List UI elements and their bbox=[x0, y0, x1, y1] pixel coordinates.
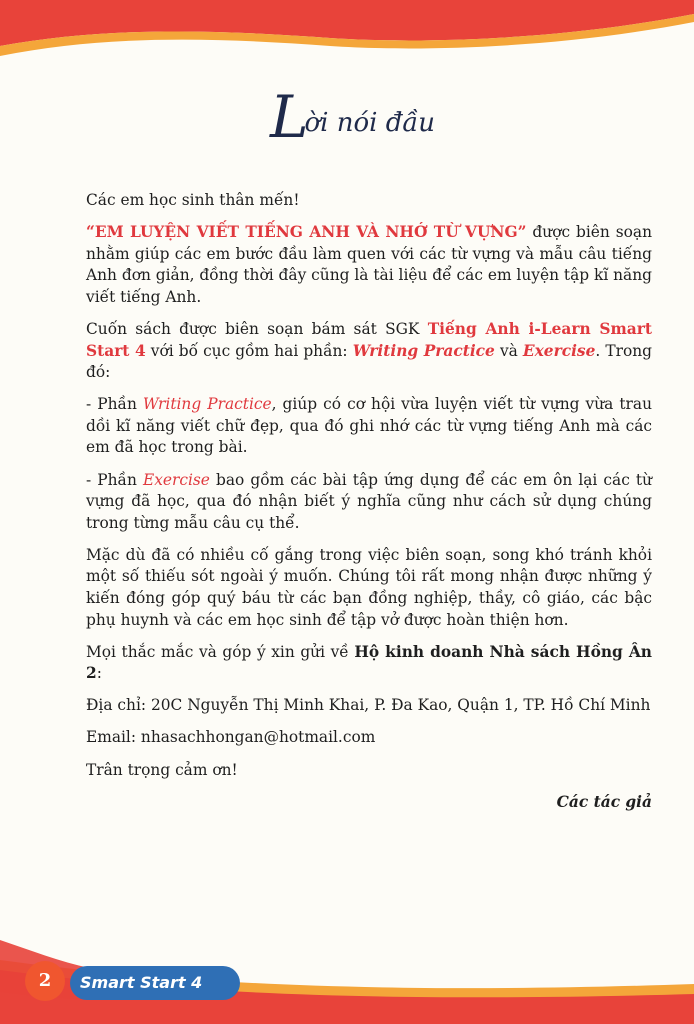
ex-text: bao gồm các bài tập ứng dụng để các em ôn lại các từ vựng đã học, qua đó nhận biết ý nghĩa cũng như cách sử dụng chúng trong từng mẫu câu cụ thể. bbox=[86, 470, 652, 532]
intro-text: được biên soạn nhằm giúp các em bước đầu làm quen với các từ vựng và mẫu câu tiếng Anh đơn giản, đồng thời đây cũng là tài liệu để các em luyện tập kĩ năng viết tiếng Anh. bbox=[86, 223, 653, 306]
series-name: Smart Start 4 bbox=[80, 973, 203, 992]
signature: Các tác giả bbox=[556, 792, 652, 811]
wp-part-name: Writing Practice bbox=[142, 395, 272, 414]
address-line: Địa chỉ: 20C Nguyễn Thị Minh Khai, P. Đa Kao, Quận 1, TP. Hồ Chí Minh bbox=[86, 696, 651, 715]
ex-part-name: Exercise bbox=[142, 470, 210, 489]
paragraph-apology: Mặc dù đã có nhiều cố gắng trong việc biên soạn, song khó tránh khỏi một số thiếu sót ngoài ý muốn. Chúng tôi rất mong nhận được những ý kiến đóng góp quý báu từ các bạn đồng nghiệp, thầy, cô giáo, các bậc phụ huynh và các em học sinh để tập vở được hoàn thiện hơn. bbox=[86, 545, 652, 629]
structure-text-d: . Trong đó: bbox=[86, 341, 652, 382]
paragraph-intro bbox=[86, 222, 652, 308]
top-decorative-band bbox=[0, 0, 694, 70]
company-name: Hộ kinh doanh Nhà sách Hồng Ân 2 bbox=[86, 642, 652, 683]
thanks-line: Trân trọng cảm ơn! bbox=[86, 760, 238, 779]
part-writing-practice: Writing Practice bbox=[352, 341, 495, 360]
structure-text-b: với bố cục gồm hai phần: bbox=[145, 341, 353, 360]
title-rest: ời nói đầu bbox=[304, 108, 436, 138]
textbook-title: Tiếng Anh i-Learn Smart Start 4 bbox=[86, 319, 652, 360]
part-exercise: Exercise bbox=[522, 341, 596, 360]
page-number: 2 bbox=[38, 970, 52, 991]
greeting: Các em học sinh thân mến! bbox=[86, 191, 300, 209]
contact-colon: : bbox=[96, 664, 102, 683]
wp-text: , giúp có cơ hội vừa luyện viết từ vựng vừa trau dồi kĩ năng viết chữ đẹp, qua đó ghi nhớ các từ vựng tiếng Anh mà các em đã học trong bài. bbox=[86, 395, 652, 457]
paragraph-structure bbox=[86, 319, 652, 384]
contact-text: Mọi thắc mắc và góp ý xin gửi về bbox=[86, 642, 355, 661]
wp-prefix: - Phần bbox=[86, 395, 143, 414]
title-initial: L bbox=[270, 83, 309, 151]
paragraph-exercise bbox=[86, 470, 652, 535]
paragraph-contact bbox=[86, 642, 652, 685]
book-series-title: “EM LUYỆN VIẾT TIẾNG ANH VÀ NHỚ TỪ VỰNG” bbox=[86, 223, 527, 242]
structure-text-a: Cuốn sách được biên soạn bám sát SGK bbox=[86, 319, 428, 338]
ex-prefix: - Phần bbox=[86, 470, 143, 489]
page-title bbox=[270, 83, 490, 158]
email-line: Email: nhasachhongan@hotmail.com bbox=[86, 728, 376, 747]
structure-text-c: và bbox=[494, 341, 523, 360]
paragraph-writing-practice bbox=[86, 394, 652, 459]
preface-body bbox=[86, 190, 652, 824]
